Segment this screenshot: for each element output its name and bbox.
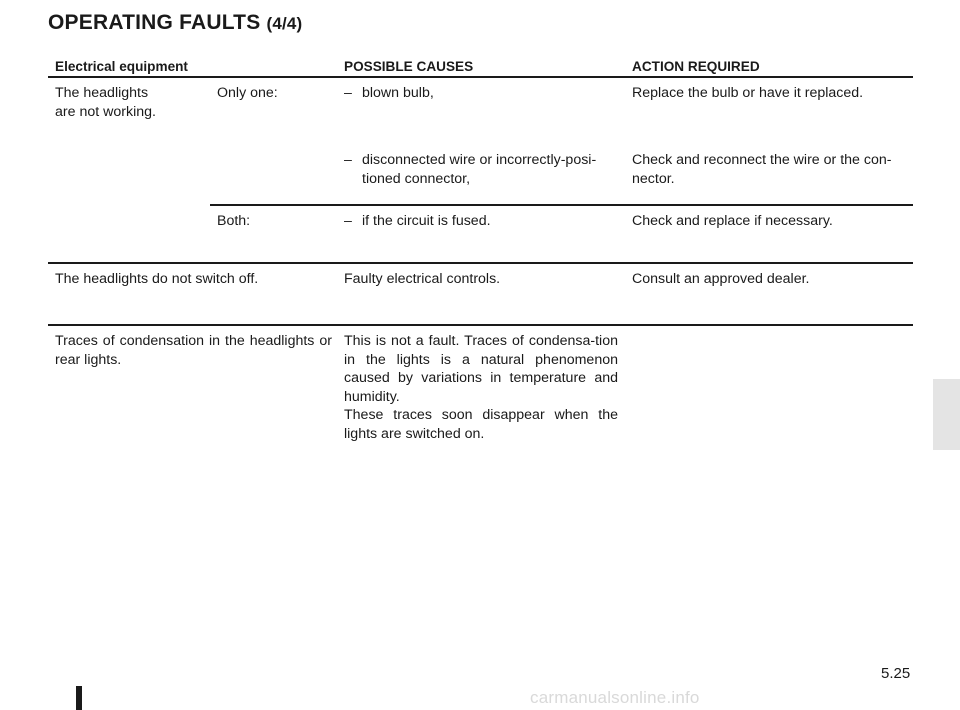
header-equipment: Electrical equipment — [55, 59, 188, 74]
dash-bullet: – — [344, 152, 352, 168]
item-condensation: Traces of condensation in the headlights or rear lights. — [55, 333, 332, 368]
action-replace-bulb: Replace the bulb or have it replaced. — [632, 85, 864, 101]
header-rule — [48, 76, 913, 78]
cause-faulty-controls: Faulty electrical controls. — [344, 271, 501, 287]
corner-mark — [76, 686, 82, 710]
dash-bullet: – — [344, 213, 352, 229]
dash-bullet: – — [344, 85, 352, 101]
item-headlights-not-off: The headlights do not switch off. — [55, 271, 259, 287]
page-title-main: OPERATING FAULTS — [48, 11, 261, 34]
cause-not-a-fault: This is not a fault. Traces of condensa-tion in the lights is a natural phenomenon caused by variations in temperature and humidity. — [344, 333, 618, 405]
action-consult-dealer: Consult an approved dealer. — [632, 271, 810, 287]
row-divider — [48, 262, 913, 264]
label-both: Both: — [217, 213, 251, 229]
header-possible-causes: POSSIBLE CAUSES — [344, 59, 474, 74]
item-headlights-not-working: The headlights are not working. — [55, 85, 156, 120]
chapter-tab — [933, 379, 960, 450]
page-title — [48, 11, 302, 35]
cause-disconnected-wire: disconnected wire or incorrectly-posi- tioned connector, — [362, 152, 597, 187]
watermark: carmanualsonline.info — [530, 688, 700, 707]
row-divider — [48, 324, 913, 326]
cause-circuit-fused: if the circuit is fused. — [362, 213, 491, 229]
page-title-part: (4/4) — [266, 14, 303, 33]
page-number: 5.25 — [881, 665, 911, 682]
cause-blown-bulb: blown bulb, — [362, 85, 434, 101]
cause-traces-disappear: These traces soon disappear when the lights are switched on. — [344, 407, 618, 442]
action-reconnect-wire: Check and reconnect the wire or the con- nector. — [632, 152, 892, 187]
label-only-one: Only one: — [217, 85, 278, 101]
action-check-replace: Check and replace if necessary. — [632, 213, 833, 229]
row-divider — [210, 204, 913, 206]
header-action-required: ACTION REQUIRED — [632, 59, 760, 74]
